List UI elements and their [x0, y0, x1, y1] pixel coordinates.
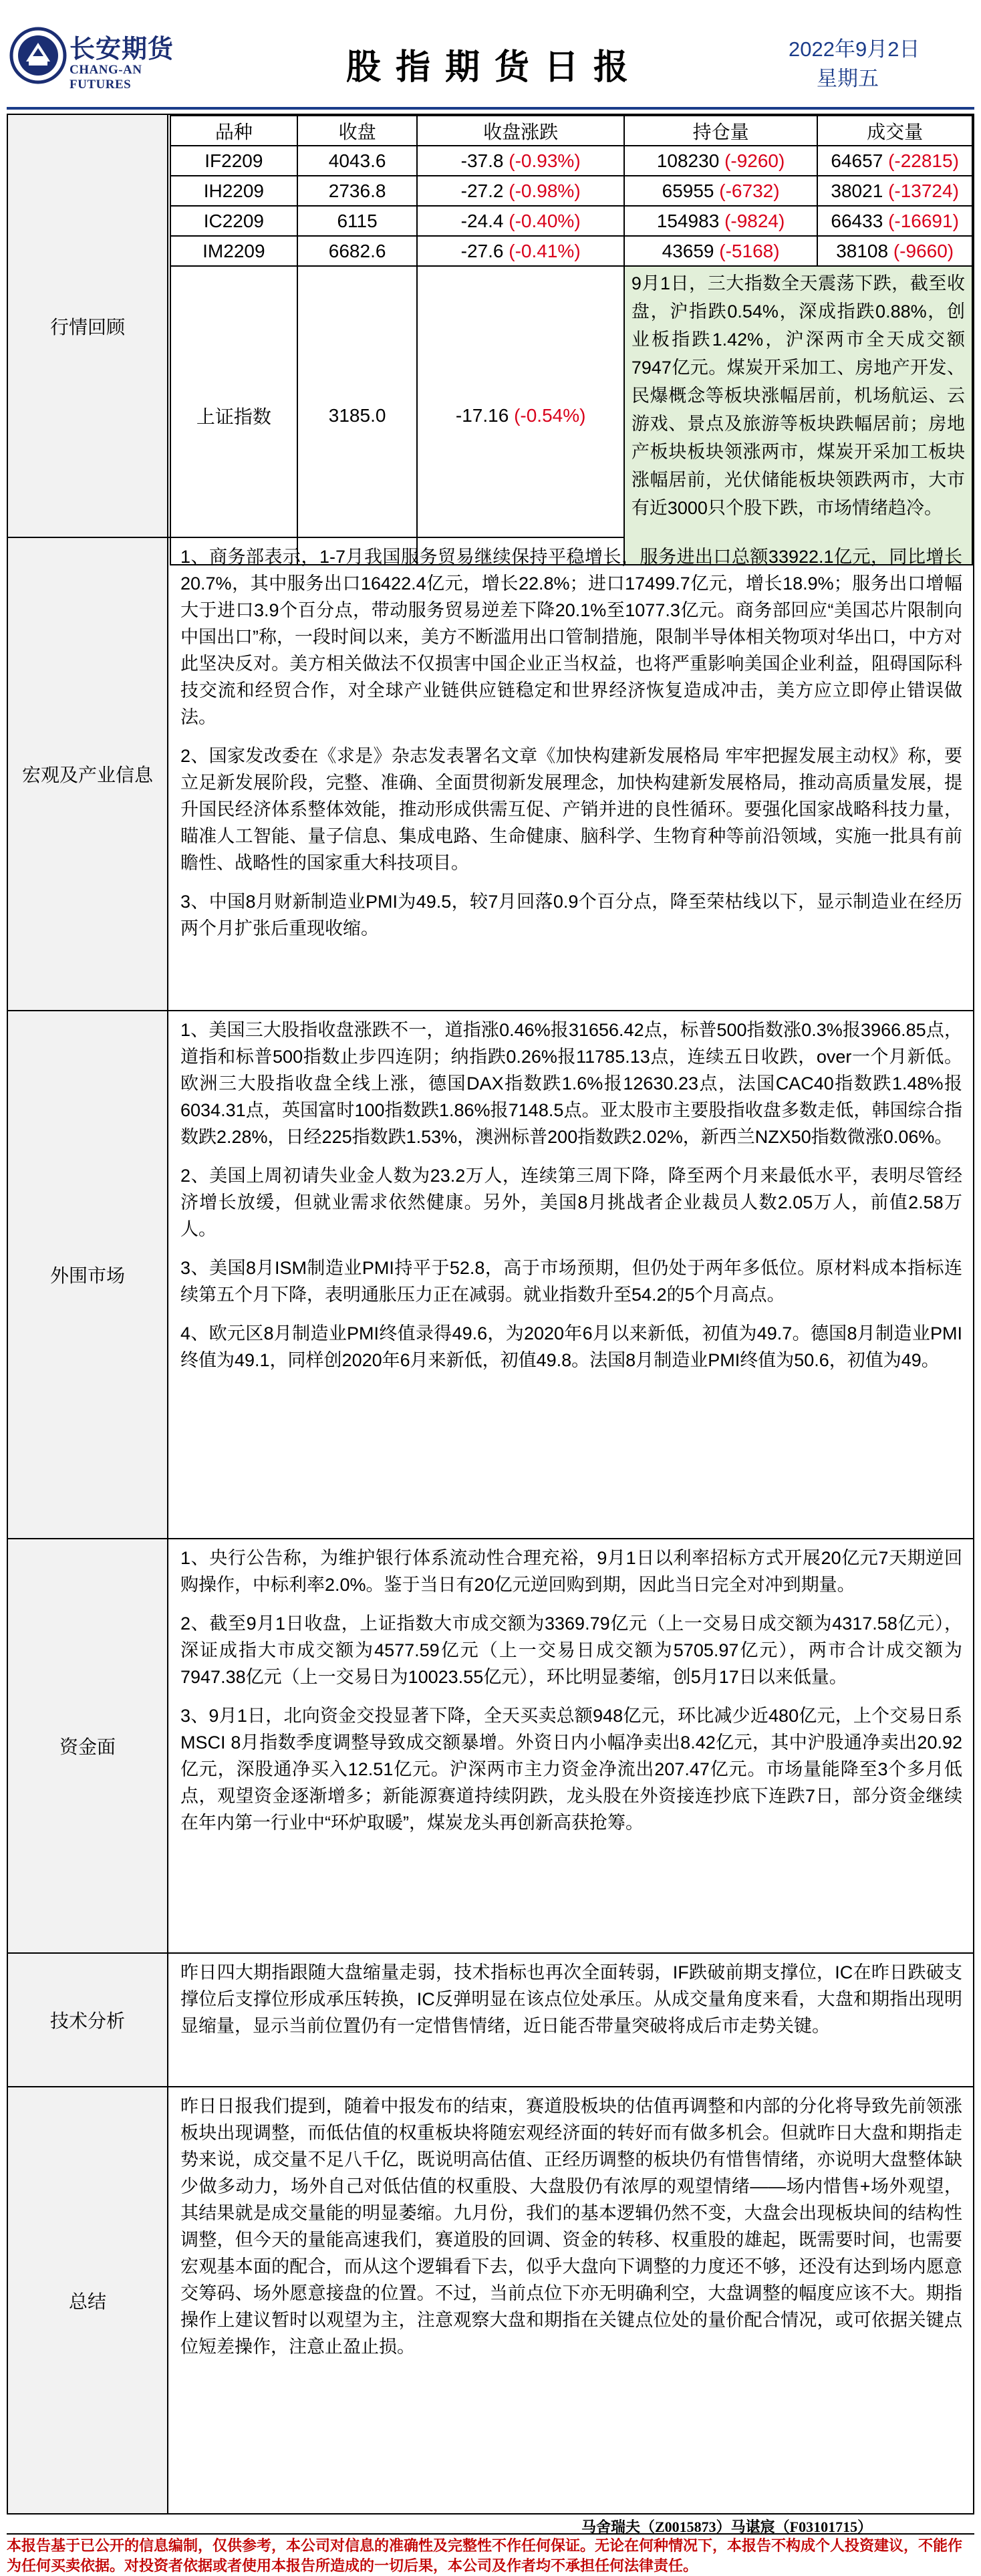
column-header: 持仓量	[624, 116, 817, 146]
column-header: 收盘	[297, 116, 418, 146]
oi-change: (-6732)	[719, 180, 780, 201]
company-logo	[9, 27, 190, 92]
column-header: 品种	[170, 116, 297, 146]
macro-item: 3、中国8月财新制造业PMI为49.5，较7月回落0.9个百分点，降至荣枯线以下，显示制造业在经历两个月扩张后重现收缩。	[180, 892, 962, 938]
overseas-item: 4、欧元区8月制造业PMI终值录得49.6，为2020年6月以来新低，初值为49.7。德国8月制造业PMI终值为49.1，同样创2020年6月来新低，初值49.8。法国8月制造业PMI终值为50.6，初值为49。	[180, 1323, 962, 1370]
oi-change: (-9824)	[724, 210, 785, 231]
market-table	[170, 115, 973, 565]
change-value: -24.4	[460, 210, 504, 231]
analyst-names: 马舍瑞夫（Z0015873）马谌宸（F03101715）	[581, 2519, 873, 2535]
summary-text: 昨日日报我们提到，随着中报发布的结束，赛道股板块的估值再调整和内部的分化将导致先前领涨板块出现调整，而低估值的权重板块将随宏观经济面的转好而有做多机会。但就昨日大盘和期指走势来说，成交量不足八千亿，既说明高估值、正经历调整的板块仍有惜售情绪，亦说明大盘整体缺少做多动力，场外自己对低估值的权重股、大盘股仍有浓厚的观望情绪——场内惜售+场外观望，其结果就是成交量能的明显萎缩。九月份，我们的基本逻辑仍然不变，大盘会出现板块间的结构性调整，但今天的量能高速我们，赛道股的回调、资金的转移、权重股的雄起，既需要时间，也需要宏观基本面的配合，而从这个逻辑看下去，似乎大盘向下调整的力度还不够，还没有达到场内愿意交筹码、场外愿意接盘的位置。不过，当前点位下亦无明确利空，大盘调整的幅度应该不大。期指操作上建议暂时以观望为主，注意观察大盘和期指在关键点位处的量价配合情况，或可依据关键点位短差操作，注意止盈止损。	[180, 2096, 962, 2357]
volume-change: (-13724)	[888, 180, 959, 201]
change-value: -37.8	[460, 150, 504, 171]
oi-change: (-5168)	[719, 240, 780, 261]
open-interest	[624, 176, 817, 206]
volume	[817, 206, 972, 236]
table-row	[170, 236, 972, 266]
volume	[817, 176, 972, 206]
close-change	[417, 146, 623, 176]
close-price: 6682.6	[297, 236, 418, 266]
sh-index-row	[170, 266, 972, 565]
section-label: 资金面	[8, 1539, 168, 1952]
changan-emblem-icon	[9, 27, 67, 84]
open-interest	[624, 236, 817, 266]
report-title: 股指期货日报	[345, 48, 643, 87]
table-row	[170, 146, 972, 176]
macro-item: 2、国家发改委在《求是》杂志发表署名文章《加快构建新发展格局 牢牢把握发展主动权》称，要立足新发展阶段，完整、准确、全面贯彻新发展理念，加快构建新发展格局，推动高质量发展，提升国民经济体系整体效能，推动形成供需互促、产销并进的良性循环。要强化国家战略科技力量，瞄准人工智能、量子信息、集成电路、生命健康、脑科学、生物育种等前沿领域，实施一批具有前瞻性、战略性的国家重大科技项目。	[180, 746, 962, 873]
index-close: 3185.0	[297, 266, 418, 565]
oi-value: 43659	[662, 240, 714, 261]
section-label: 行情回顾	[8, 115, 168, 537]
overseas-item: 2、美国上周初请失业金人数为23.2万人，连续第三周下降，降至两个月来最低水平，表明尽管经济增长放缓，但就业需求依然健康。另外，美国8月挑战者企业裁员人数2.05万人，前值2.58万人。	[180, 1166, 962, 1239]
section-label: 外围市场	[8, 1011, 168, 1538]
macro-item: 1、商务部表示，1-7月我国服务贸易继续保持平稳增长，服务进出口总额33922.1亿元，同比增长20.7%，其中服务出口16422.4亿元，增长22.8%；进口17499.7亿元，增长18.9%；服务出口增幅大于进口3.9个百分点，带动服务贸易逆差下降20.1%至1077.3亿元。商务部回应“美国芯片限制向中国出口”称，一段时间以来，美方不断滥用出口管制措施，限制半导体相关物项对华出口，中方对此坚决反对。美方相关做法不仅损害中国企业正当权益，也将严重影响美国企业利益，阻碍国际科技交流和经贸合作，对全球产业链供应链稳定和世界经济恢复造成冲击，美方应立即停止错误做法。	[180, 547, 962, 727]
capital-section	[8, 1539, 973, 1954]
overseas-item: 3、美国8月ISM制造业PMI持平于52.8，高于市场预期，但仍处于两年多低位。原材料成本指标连续第五个月下降，表明通胀压力正在减弱。就业指数升至54.2的5个月高点。	[180, 1258, 962, 1305]
section-label: 技术分析	[8, 1954, 168, 2086]
change-value: -27.6	[460, 240, 504, 261]
report-body	[7, 114, 974, 2515]
section-label: 总结	[8, 2087, 168, 2513]
technical-text: 昨日四大期指跟随大盘缩量走弱，技术指标也再次全面转弱，IF跌破前期支撑位，IC在昨日跌破支撑位后支撑位形成承压转换，IC反弹明显在该点位处承压。从成交量角度来看，大盘和期指出现明显缩量，显示当前位置仍有一定惜售情绪，近日能否带量突破将成后市走势关键。	[180, 1962, 962, 2036]
capital-item: 3、9月1日，北向资金交投显著下降，全天买卖总额948亿元，环比减少近480亿元，上个交易日系MSCI 8月指数季度调整导致成交额暴增。外资日内小幅净卖出8.42亿元，其中沪股通净卖出20.92亿元，深股通净买入12.51亿元。沪深两市主力资金净流出207.47亿元。市场量能降至3个多月低点，观望资金逐渐增多；新能源赛道持续阴跌，龙头股在外资接连抄底下连跌7日，部分资金继续在年内第一行业中“环炉取暖”，煤炭龙头再创新高获抢筹。	[180, 1706, 962, 1833]
change-pct: (-0.98%)	[509, 180, 581, 201]
volume-change: (-22815)	[888, 150, 959, 171]
section-label: 宏观及产业信息	[8, 538, 168, 1010]
oi-change: (-9260)	[724, 150, 785, 171]
column-header: 收盘涨跌	[417, 116, 623, 146]
index-change	[417, 266, 623, 565]
disclaimer: 本报告基于已公开的信息编制，仅供参考，本公司对信息的准确性及完整性不作任何保证。无论在何种情况下，本报告不构成个人投资建议，不能作为任何买卖依据。对投资者依据或者使用本报告所造成的一切后果，本公司及作者均不承担任何法律责任。	[7, 2533, 974, 2576]
macro-content	[170, 538, 973, 1010]
volume-value: 38021	[831, 180, 883, 201]
volume-value: 66433	[831, 210, 883, 231]
change-pct: (-0.41%)	[509, 240, 581, 261]
contract-name: IH2209	[170, 176, 297, 206]
volume-value: 38108	[836, 240, 889, 261]
close-price: 6115	[297, 206, 418, 236]
table-row	[170, 176, 972, 206]
change-value: -17.16	[455, 404, 509, 426]
contract-name: IF2209	[170, 146, 297, 176]
volume-value: 64657	[831, 150, 883, 171]
close-change	[417, 206, 623, 236]
column-header: 成交量	[817, 116, 972, 146]
oi-value: 154983	[656, 210, 720, 231]
close-change	[417, 176, 623, 206]
close-price: 2736.8	[297, 176, 418, 206]
close-price: 4043.6	[297, 146, 418, 176]
index-name: 上证指数	[170, 266, 297, 565]
report-weekday: 星期五	[817, 67, 879, 90]
report-date: 2022年9月2日	[789, 37, 920, 61]
open-interest	[624, 206, 817, 236]
open-interest	[624, 146, 817, 176]
report-header	[0, 0, 981, 114]
logo-text-en: CHANG-AN FUTURES	[69, 63, 142, 92]
technical-section	[8, 1954, 973, 2087]
capital-item: 1、央行公告称，为维护银行体系流动性合理充裕，9月1日以利率招标方式开展20亿元7天期逆回购操作，中标利率2.0%。鉴于当日有20亿元逆回购到期，因此当日完全对冲到期量。	[180, 1548, 962, 1595]
macro-section	[8, 538, 973, 1011]
capital-item: 2、截至9月1日收盘，上证指数大市成交额为3369.79亿元（上一交易日成交额为4317.58亿元），深证成指大市成交额为4577.59亿元（上一交易日成交额为5705.97亿元），两市合计成交额为7947.38亿元（上一交易日为10023.55亿元），环比明显萎缩，创5月17日以来低量。	[180, 1614, 962, 1687]
change-value: -27.2	[460, 180, 504, 201]
contract-name: IM2209	[170, 236, 297, 266]
header-divider	[7, 107, 974, 110]
oi-value: 65955	[662, 180, 714, 201]
change-pct: (-0.93%)	[509, 150, 581, 171]
capital-content	[170, 1539, 973, 1952]
close-change	[417, 236, 623, 266]
market-table-wrapper	[170, 115, 973, 565]
change-pct: (-0.54%)	[514, 404, 586, 426]
oi-value: 108230	[656, 150, 720, 171]
table-row	[170, 206, 972, 236]
volume	[817, 236, 972, 266]
technical-content	[170, 1954, 973, 2086]
overseas-content	[170, 1011, 973, 1538]
market-review-section	[8, 115, 973, 538]
summary-content	[170, 2087, 973, 2513]
table-header-row	[170, 116, 972, 146]
contract-name: IC2209	[170, 206, 297, 236]
logo-text-cn: 长安期货	[69, 35, 174, 63]
summary-section	[8, 2087, 973, 2513]
volume-change: (-16691)	[888, 210, 959, 231]
volume-change: (-9660)	[893, 240, 954, 261]
overseas-section	[8, 1011, 973, 1539]
volume	[817, 146, 972, 176]
change-pct: (-0.40%)	[509, 210, 581, 231]
market-summary: 9月1日，三大指数全天震荡下跌，截至收盘，沪指跌0.54%，深成指跌0.88%，创业板指跌1.42%，沪深两市全天成交额7947亿元。煤炭开采加工、房地产开发、民爆概念等板块涨幅居前，机场航运、云游戏、景点及旅游等板块跌幅居前；房地产板块板块领涨两市，煤炭开采加工板块涨幅居前，光伏储能板块领跌两市，大市有近3000只个股下跌，市场情绪趋冷。	[624, 266, 972, 565]
overseas-item: 1、美国三大股指收盘涨跌不一，道指涨0.46%报31656.42点，标普500指数涨0.3%报3966.85点，道指和标普500指数止步四连阴；纳指跌0.26%报11785.13点，连续五日收跌，over一个月新低。欧洲三大股指收盘全线上涨，德国DAX指数跌1.6%报12630.23点，法国CAC40指数跌1.48%报6034.31点，英国富时100指数跌1.86%报7148.5点。亚太股市主要股指收盘多数走低，韩国综合指数跌2.28%，日经225指数跌1.53%，澳洲标普200指数跌2.02%，新西兰NZX50指数微涨0.06%。	[180, 1020, 962, 1147]
